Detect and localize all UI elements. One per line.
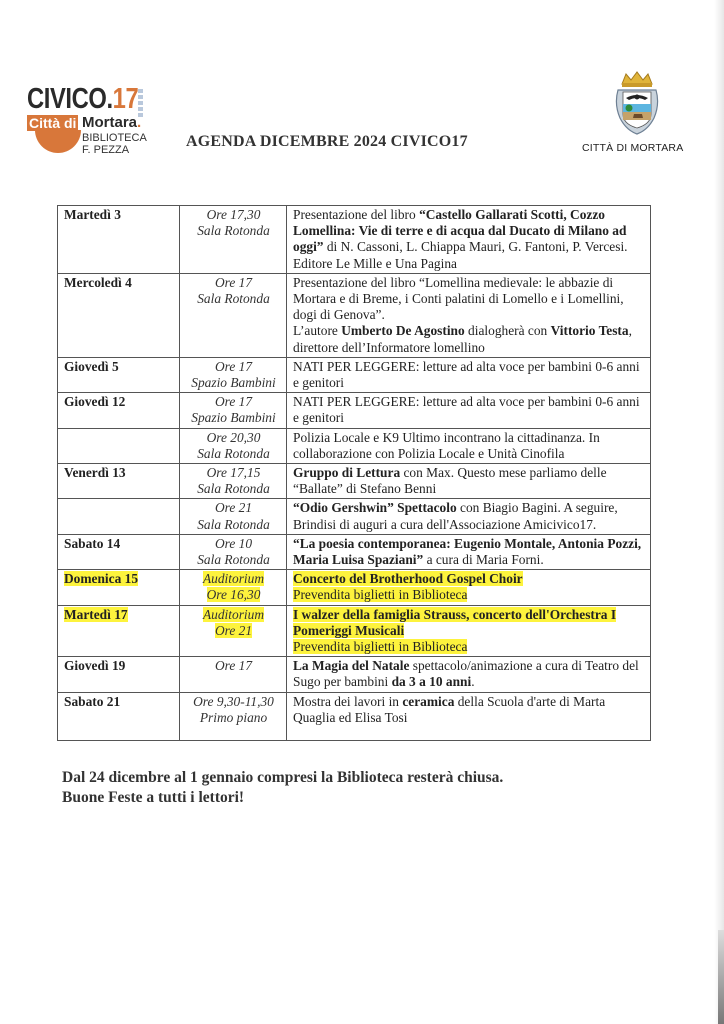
event-place: Spazio Bambini [191, 410, 276, 426]
event-place: Sala Rotonda [197, 445, 270, 461]
crest-caption: CITTÀ DI MORTARA [582, 142, 684, 154]
event-time-place [180, 499, 287, 534]
event-day-label: Venerdì 13 [64, 465, 126, 481]
event-description-text: NATI PER LEGGERE: letture ad alta voce per bambini 0-6 anni e genitori [293, 394, 640, 426]
event-description [287, 428, 651, 463]
event-day-label: Martedì 17 [64, 606, 128, 622]
agenda-table [57, 205, 651, 741]
event-description-bold: Umberto De Agostino [341, 323, 465, 339]
event-day [58, 393, 180, 428]
greetings: Buone Feste a tutti i lettori! [62, 789, 245, 806]
event-description-text: dialogherà con [464, 323, 551, 339]
event-place: Ore 16,30 [206, 587, 261, 603]
agenda-row [58, 605, 651, 657]
event-description-bold: Vittorio Testa [550, 323, 629, 339]
event-day-label: Domenica 15 [64, 571, 139, 587]
event-description [287, 499, 651, 534]
agenda-row [58, 570, 651, 605]
event-time: Auditorium [202, 606, 264, 622]
event-day [58, 534, 180, 569]
agenda-row [58, 206, 651, 274]
event-day-label: Giovedì 19 [64, 658, 126, 674]
event-time-place [180, 692, 287, 740]
page-edge-shadow [714, 0, 724, 1024]
logo-library-line1: BIBLIOTECA [82, 132, 147, 144]
event-description-text: Presentazione del libro [293, 207, 420, 222]
event-time-place [180, 206, 287, 274]
event-description-bold: “Castello Gallarati Scotti, Cozzo Lomellina: Vie di terre e di acqua dal Ducato di Milano ad oggi” [293, 207, 627, 255]
event-time-place [180, 605, 287, 657]
event-day [58, 570, 180, 605]
event-time: Ore 17 [214, 394, 253, 410]
event-time-place [180, 273, 287, 357]
event-description [287, 206, 651, 274]
event-description-bold: da 3 a 10 anni [391, 674, 472, 690]
event-description [287, 692, 651, 740]
event-day [58, 428, 180, 463]
event-place: Sala Rotonda [197, 223, 270, 239]
event-time: Ore 17,30 [206, 207, 261, 222]
event-time: Ore 17 [214, 274, 253, 290]
event-day [58, 605, 180, 657]
event-description-text: L’autore [293, 323, 342, 339]
event-description-bold: Concerto del Brotherhood Gospel Choir [293, 571, 523, 587]
logo-library-line2: F. PEZZA [82, 144, 130, 156]
agenda-row [58, 692, 651, 740]
event-description-text: NATI PER LEGGERE: letture ad alta voce per bambini 0-6 anni e genitori [293, 358, 640, 391]
event-day [58, 273, 180, 357]
agenda-row [58, 357, 651, 392]
event-description-text: Presentazione del libro “Lomellina medievale: le abbazie di Mortara e di Breme, i Conti palatini di Lomello e i Lomellini, dogi di Genova”. [293, 274, 624, 323]
event-description-text: , direttore dell’Informatore lomellino [293, 323, 632, 355]
event-description [287, 534, 651, 569]
event-description-bold: ceramica [402, 693, 455, 709]
event-description [287, 357, 651, 392]
event-description-text: con Biagio Bagini. A seguire, Brindisi di auguri a cura dell'Associazione Amicivico17. [293, 500, 618, 532]
event-place: Sala Rotonda [197, 552, 270, 568]
agenda-row [58, 499, 651, 534]
event-time-place [180, 393, 287, 428]
agenda-row [58, 657, 651, 692]
scan-edge [718, 930, 724, 1024]
event-description-bold: Gruppo di Lettura [293, 465, 401, 481]
page-title: AGENDA DICEMBRE 2024 CIVICO17 [186, 133, 468, 150]
logo-city: Mortara. [82, 114, 142, 131]
event-description [287, 393, 651, 428]
event-place: Primo piano [199, 709, 268, 725]
event-time-place [180, 570, 287, 605]
event-description-text: Prevendita biglietti in Biblioteca [293, 639, 468, 655]
event-time-place [180, 657, 287, 692]
event-day [58, 464, 180, 499]
event-time: Auditorium [202, 571, 264, 587]
event-day-label: Sabato 14 [64, 535, 121, 551]
event-day-label: Mercoledì 4 [64, 274, 132, 290]
event-place: Sala Rotonda [197, 291, 270, 307]
event-description-text: Prevendita biglietti in Biblioteca [293, 587, 468, 603]
event-day-label: Martedì 3 [64, 207, 121, 222]
event-description-text: spettacolo/animazione a cura di Teatro del Sugo per bambini [293, 658, 639, 690]
logo-library [82, 132, 147, 156]
logo-half-circle-icon [35, 130, 81, 153]
event-time: Ore 20,30 [206, 429, 261, 445]
event-description-text: della Scuola d'arte di Marta Quaglia ed Elisa Tosi [293, 693, 606, 725]
event-description-text: Polizia Locale e K9 Ultimo incontrano la cittadinanza. In collaborazione con Polizia Locale e Unità Cinofila [293, 429, 600, 461]
event-description [287, 605, 651, 657]
event-day-label: Giovedì 5 [64, 358, 119, 374]
event-description-bold: “La poesia contemporanea: Eugenio Montale, Antonia Pozzi, Maria Luisa Spaziani” [293, 535, 642, 568]
event-day [58, 657, 180, 692]
agenda-row [58, 534, 651, 569]
logo-band: Città di [29, 115, 77, 131]
agenda-row [58, 393, 651, 428]
event-time-place [180, 428, 287, 463]
event-description-text: Mostra dei lavori in [293, 693, 403, 709]
event-description [287, 657, 651, 692]
agenda-row [58, 428, 651, 463]
event-day [58, 206, 180, 274]
event-description [287, 273, 651, 357]
event-day-label: Giovedì 12 [64, 394, 126, 410]
event-description-text: a cura di Maria Forni. [423, 552, 544, 568]
event-time: Ore 10 [214, 535, 253, 551]
event-time-place [180, 464, 287, 499]
event-description-bold: I walzer della famiglia Strauss, concerto dell'Orchestra I Pomeriggi Musicali [293, 606, 617, 638]
event-description-text: con Max. Questo mese parliamo delle “Ballate” di Stefano Benni [293, 465, 607, 497]
agenda-row [58, 464, 651, 499]
event-time-place [180, 357, 287, 392]
event-description-text: . [471, 674, 475, 690]
event-place: Spazio Bambini [191, 375, 276, 391]
event-place: Sala Rotonda [197, 481, 270, 497]
event-description [287, 570, 651, 605]
event-description-bold: “Odio Gershwin” Spettacolo [293, 500, 457, 516]
event-description-bold: La Magia del Natale [293, 658, 410, 674]
logo-number: 17 [112, 83, 139, 115]
event-time: Ore 17 [214, 358, 253, 374]
event-place: Ore 21 [214, 622, 253, 638]
event-day-label: Sabato 21 [64, 693, 121, 709]
event-day [58, 357, 180, 392]
city-crest-icon [612, 70, 662, 136]
event-time: Ore 21 [214, 500, 253, 516]
event-description [287, 464, 651, 499]
footer-note [62, 768, 503, 808]
event-time: Ore 17,15 [206, 465, 261, 481]
event-time-place [180, 534, 287, 569]
event-time: Ore 17 [214, 658, 253, 674]
agenda-row [58, 273, 651, 357]
closure-notice: Dal 24 dicembre al 1 gennaio compresi la Biblioteca resterà chiusa. [62, 769, 504, 786]
event-day [58, 692, 180, 740]
event-description-text: di N. Cassoni, L. Chiappa Mauri, G. Fantoni, P. Vercesi. Editore Le Mille e Una Pagina [293, 239, 628, 271]
logo-wordmark [27, 84, 138, 114]
event-time: Ore 9,30-11,30 [193, 693, 274, 709]
event-day [58, 499, 180, 534]
logo-word: CIVICO. [27, 83, 113, 115]
event-place: Sala Rotonda [197, 516, 270, 532]
civico17-logo [27, 84, 167, 164]
